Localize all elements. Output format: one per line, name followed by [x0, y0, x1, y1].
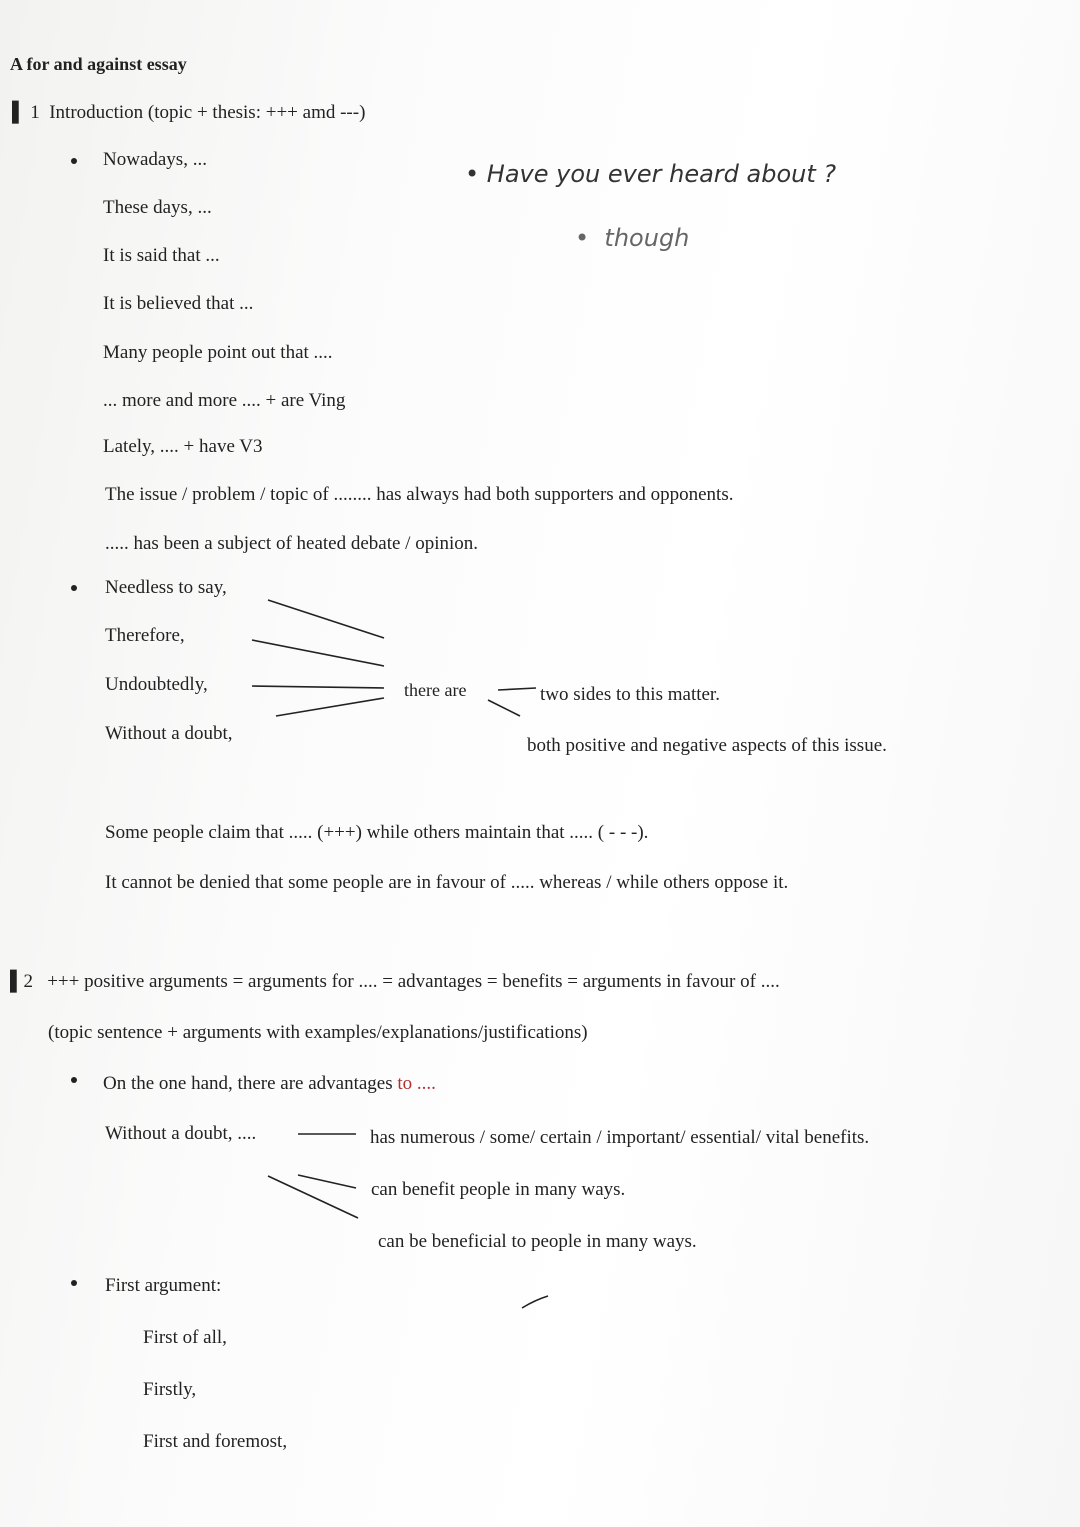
first-phrase: First of all, — [143, 1327, 227, 1348]
connector: Without a doubt, — [105, 723, 233, 744]
opener: These days, ... — [103, 197, 212, 218]
first-phrase: First and foremost, — [143, 1431, 288, 1452]
connector: Needless to say, — [105, 577, 227, 598]
opener: ... more and more .... + are Ving — [103, 390, 346, 411]
first-argument-label: First argument: — [105, 1275, 222, 1296]
connector: Therefore, — [105, 625, 185, 646]
section-2-subheading: (topic sentence + arguments with examples/explanations/justifications) — [48, 1022, 588, 1043]
opener: It is said that ... — [103, 245, 220, 266]
first-phrase: Firstly, — [143, 1379, 197, 1400]
opener: The issue / problem / topic of ........ has always had both supporters and opponents. — [105, 484, 734, 505]
section-2-heading: ▌2 +++ positive arguments = arguments for .... = advantages = benefits = arguments in favour of .... — [10, 971, 780, 992]
benefit-phrase: has numerous / some/ certain / important/ essential/ vital benefits. — [370, 1127, 870, 1148]
benefit-phrase: can be beneficial to people in many ways. — [378, 1231, 697, 1252]
opener: Lately, .... + have V3 — [103, 436, 263, 457]
section-1-heading: ▌ 1 Introduction (topic + thesis: +++ amd ---) — [12, 102, 366, 123]
handwritten-note: • Have you ever heard about ? — [465, 160, 837, 188]
ending: both positive and negative aspects of this issue. — [527, 735, 887, 756]
opener: Nowadays, ... — [103, 149, 207, 170]
there-are: there are — [404, 680, 467, 700]
document-title: A for and against essay — [10, 54, 187, 74]
claim: It cannot be denied that some people are in favour of ..... whereas / while others oppose it. — [105, 872, 789, 893]
claim: Some people claim that ..... (+++) while others maintain that ..... ( - - -). — [105, 822, 649, 843]
advantages-line: On the one hand, there are advantages to .... — [103, 1073, 436, 1094]
opener: Many people point out that .... — [103, 342, 333, 363]
handwritten-note: • though — [575, 224, 690, 252]
opener: ..... has been a subject of heated debate / opinion. — [105, 533, 479, 554]
ending: two sides to this matter. — [540, 684, 720, 705]
opener: It is believed that ... — [103, 293, 254, 314]
benefit-phrase: can benefit people in many ways. — [371, 1179, 626, 1200]
without-doubt: Without a doubt, .... — [105, 1123, 257, 1144]
connector: Undoubtedly, — [105, 674, 208, 695]
